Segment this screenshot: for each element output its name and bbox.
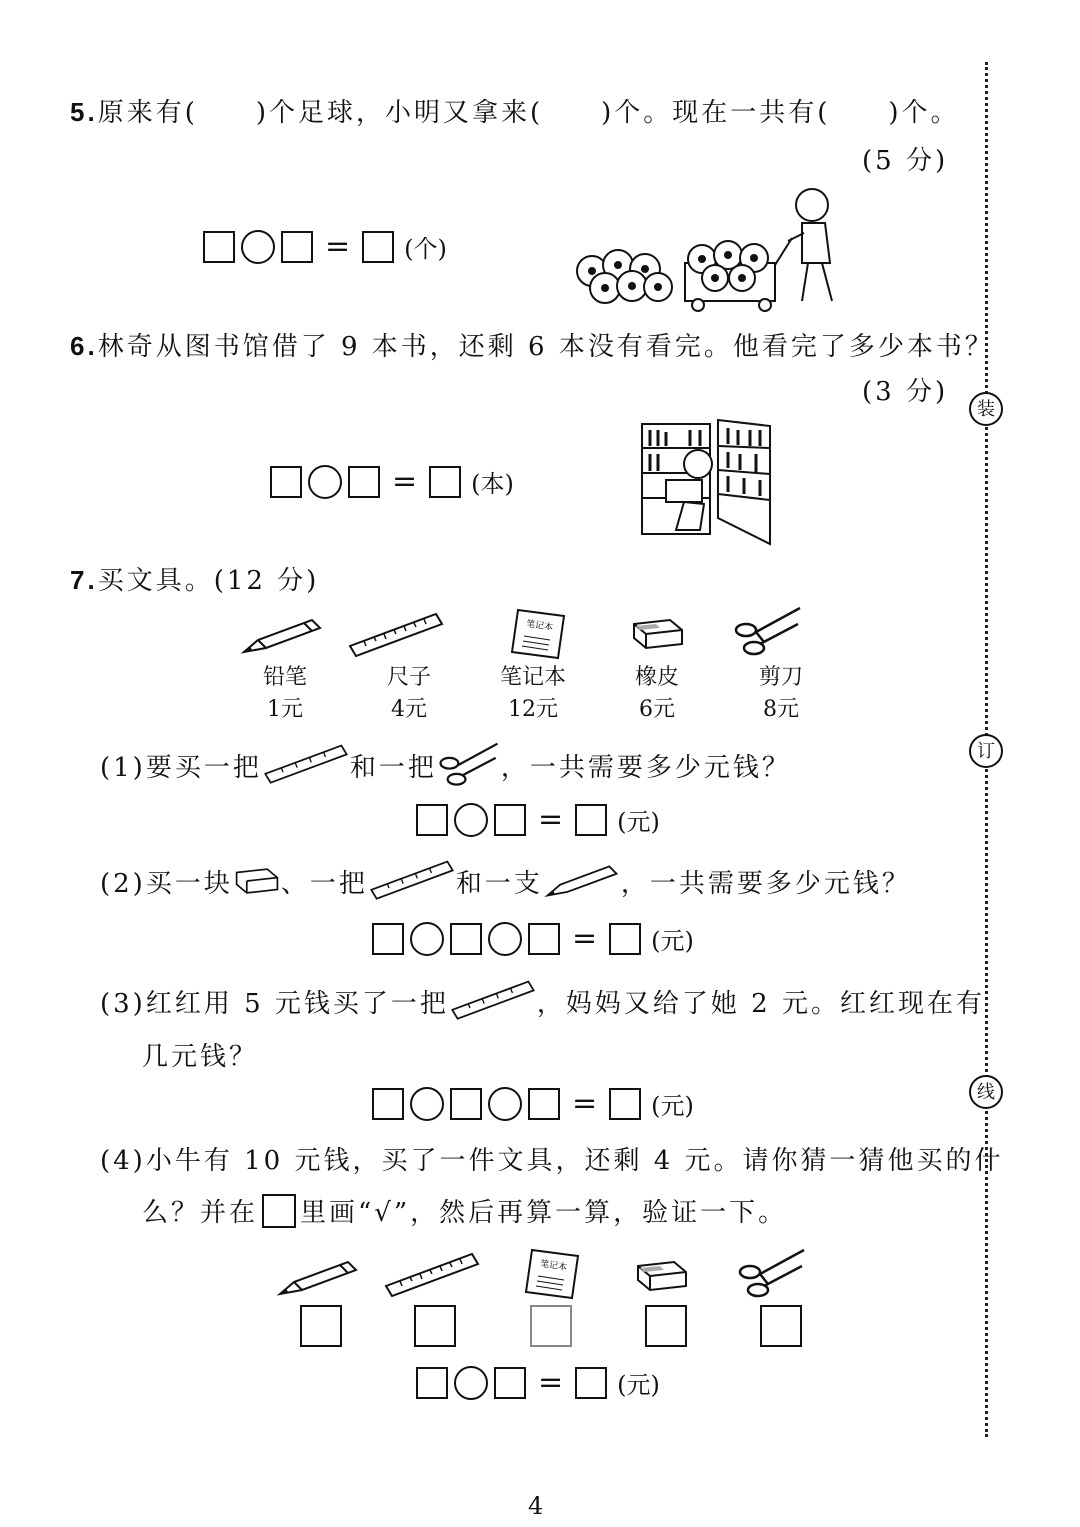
- answer-box[interactable]: [450, 1088, 482, 1120]
- operator-circle[interactable]: [241, 230, 275, 264]
- sub-question-1: [100, 740, 791, 790]
- operator-circle[interactable]: [454, 1366, 488, 1400]
- library-illustration: [640, 418, 775, 546]
- binding-mark: 装: [969, 392, 1003, 426]
- sub-question-text: 里画“√”，然后再算一算，验证一下。: [300, 1198, 788, 1228]
- operator-circle[interactable]: [488, 1087, 522, 1121]
- question-5: [70, 92, 960, 129]
- answer-box[interactable]: [203, 231, 235, 263]
- svg-text:笔记本: 笔记本: [539, 1259, 568, 1274]
- check-box[interactable]: [262, 1194, 296, 1228]
- eraser-icon: [630, 614, 686, 654]
- answer-box[interactable]: [416, 1367, 448, 1399]
- unit-label: (元): [651, 1092, 694, 1120]
- scissors-icon: [437, 740, 501, 790]
- unit-label: (个): [404, 235, 447, 263]
- question-text: 林奇从图书馆借了 9 本书，还剩 6 本没有看完。他看完了多少本书？: [97, 332, 994, 362]
- question-7: [70, 560, 319, 597]
- answer-box[interactable]: [429, 466, 461, 498]
- unit-label: (元): [651, 927, 694, 955]
- sub-question-text: (2)买一块: [100, 868, 233, 899]
- question-number: 6.: [70, 331, 98, 361]
- notebook-icon: [522, 1246, 584, 1302]
- choice-box-pencil[interactable]: [300, 1305, 342, 1347]
- answer-formula: [416, 1365, 660, 1400]
- answer-box[interactable]: [348, 466, 380, 498]
- question-text: 原来有( )个足球，小明又拿来( )个。现在一共有( )个。: [97, 98, 960, 128]
- sub-question-text: (3)红红用 5 元钱买了一把: [100, 988, 449, 1019]
- answer-box[interactable]: [575, 804, 607, 836]
- answer-box[interactable]: [528, 923, 560, 955]
- binding-mark: 线: [969, 1075, 1003, 1109]
- answer-box[interactable]: [281, 231, 313, 263]
- answer-box[interactable]: [494, 1367, 526, 1399]
- item-name: 铅笔: [262, 665, 307, 690]
- item-name: 笔记本: [499, 665, 566, 690]
- answer-formula: [203, 229, 447, 264]
- binding-mark: 订: [969, 734, 1003, 768]
- eraser-icon: [634, 1256, 690, 1296]
- item-price: 6元: [639, 697, 675, 722]
- sub-question-text: 和一把: [349, 752, 437, 783]
- sub-question-text: ，妈妈又给了她 2 元。红红现在有: [536, 988, 985, 1019]
- ruler-icon: [262, 742, 350, 788]
- item-price: 1元: [267, 697, 303, 722]
- page-number: 4: [528, 1492, 544, 1520]
- choice-box-ruler[interactable]: [414, 1305, 456, 1347]
- sub-question-4-line2: [142, 1192, 787, 1229]
- answer-box[interactable]: [362, 231, 394, 263]
- score: (5 分): [862, 146, 949, 176]
- sub-question-text: ，一共需要多少元钱？: [500, 752, 791, 783]
- eraser-icon: [233, 864, 281, 898]
- choice-box-scissors[interactable]: [760, 1305, 802, 1347]
- sub-question-4: (4)小牛有 10 元钱，买了一件文具，还剩 4 元。请你猜一猜他买的什: [100, 1146, 1004, 1176]
- pencil-icon: [276, 1256, 360, 1300]
- operator-circle[interactable]: [410, 922, 444, 956]
- item-name: 剪刀: [758, 665, 803, 690]
- answer-formula: [372, 1086, 694, 1121]
- ruler-icon: [368, 858, 456, 904]
- choice-box-eraser[interactable]: [645, 1305, 687, 1347]
- operator-circle[interactable]: [308, 465, 342, 499]
- question-6: [70, 326, 994, 363]
- item-price: 8元: [763, 697, 799, 722]
- operator-circle[interactable]: [488, 922, 522, 956]
- answer-formula: [416, 802, 660, 837]
- scissors-icon: [736, 1246, 808, 1302]
- answer-box[interactable]: [270, 466, 302, 498]
- sub-question-text: (1)要买一把: [100, 752, 262, 783]
- answer-box[interactable]: [372, 1088, 404, 1120]
- unit-label: (元): [617, 1371, 660, 1399]
- answer-formula: [270, 464, 514, 499]
- pencil-icon: [240, 614, 324, 658]
- answer-box[interactable]: [609, 923, 641, 955]
- sub-question-text: 、一把: [280, 868, 368, 899]
- operator-circle[interactable]: [410, 1087, 444, 1121]
- notebook-icon: [508, 606, 570, 662]
- pencil-icon: [543, 861, 621, 901]
- equals-sign: =: [538, 802, 564, 837]
- equals-sign: =: [392, 464, 418, 499]
- answer-box[interactable]: [372, 923, 404, 955]
- sub-question-text: 几元钱？: [142, 1042, 259, 1072]
- unit-label: (元): [617, 808, 660, 836]
- sub-question-text: ，一共需要多少元钱？: [620, 868, 911, 899]
- ruler-icon: [348, 610, 444, 662]
- item-name: 橡皮: [634, 665, 679, 690]
- football-illustration: [570, 183, 845, 313]
- unit-label: (本): [471, 470, 514, 498]
- item-price: 4元: [391, 697, 427, 722]
- equals-sign: =: [572, 921, 598, 956]
- sub-question-3: [100, 978, 985, 1024]
- item-name: 尺子: [386, 665, 431, 690]
- item-price: 12元: [508, 697, 558, 722]
- ruler-icon: [449, 978, 537, 1024]
- answer-box[interactable]: [494, 804, 526, 836]
- answer-box[interactable]: [416, 804, 448, 836]
- answer-box[interactable]: [609, 1088, 641, 1120]
- svg-text:笔记本: 笔记本: [525, 619, 554, 634]
- equals-sign: =: [572, 1086, 598, 1121]
- question-number: 5.: [70, 97, 98, 127]
- equals-sign: =: [538, 1365, 564, 1400]
- question-title: 买文具。(12 分): [97, 566, 320, 596]
- answer-box[interactable]: [528, 1088, 560, 1120]
- ruler-icon: [384, 1250, 480, 1302]
- choice-box-notebook[interactable]: [530, 1305, 572, 1347]
- question-number: 7.: [70, 565, 98, 595]
- scissors-icon: [732, 604, 804, 660]
- score: (3 分): [862, 377, 949, 407]
- equals-sign: =: [325, 229, 351, 264]
- answer-box[interactable]: [450, 923, 482, 955]
- answer-formula: [372, 921, 694, 956]
- operator-circle[interactable]: [454, 803, 488, 837]
- sub-question-text: 和一支: [455, 868, 543, 899]
- answer-box[interactable]: [575, 1367, 607, 1399]
- sub-question-text: 么？并在: [142, 1198, 259, 1228]
- sub-question-2: [100, 858, 911, 904]
